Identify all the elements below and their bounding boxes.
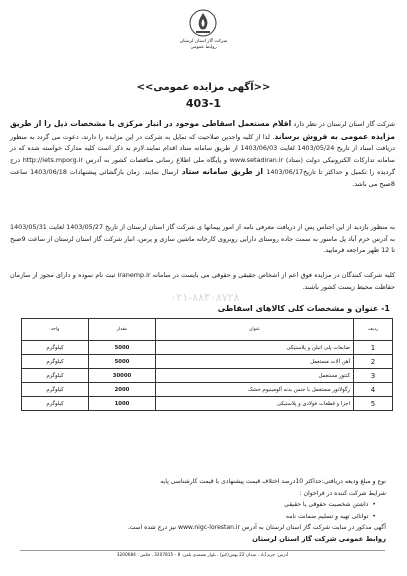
paragraph-requirements: کلیه شرکت کنندگان در مزایده فوق اعم از اشخاص حقیقی و حقوقی می بایست در سامانه iranemp.ir ثبت نام نموده و دارای مجوز از سازمان حفاظت محیط زیست کشور باشند.: [10, 271, 395, 291]
paragraph-intro: [10, 118, 395, 190]
items-table: [21, 318, 393, 411]
cell-unit: کیلوگرم: [22, 369, 89, 383]
cell-qty: 1000: [89, 397, 156, 411]
section-title: 1- عنوان و مشخصات کلی کالاهای اسقاطی: [217, 304, 390, 313]
conditions-heading: شرایط شرکت کننده در فراخوان :: [299, 489, 386, 497]
table-row: [22, 397, 393, 411]
site-note: آگهی مذکور در سایت شرکت گاز استان لرستان به آدرس www.nigc-lorestan.ir نیز درج شده است.: [127, 524, 386, 531]
cell-title: اجزا و قطعات فولادی و پلاستیکی: [156, 397, 354, 411]
cell-row: 3: [354, 369, 393, 383]
org-line-1: شرکت گاز استان لرستان: [179, 39, 228, 44]
table-row: [22, 341, 393, 355]
cell-row: 4: [354, 383, 393, 397]
org-line-2: روابط عمومی: [190, 45, 217, 50]
cell-unit: کیلوگرم: [22, 397, 89, 411]
cell-unit: کیلوگرم: [22, 355, 89, 369]
header-row-number: ردیف: [354, 319, 393, 341]
watermark-phone: ۰۲۱-۸۸۳۰۸۷۲۸: [170, 291, 240, 304]
condition-item: • داشتن شخصیت حقوقی یا حقیقی: [14, 499, 386, 511]
cell-row: 2: [354, 355, 393, 369]
header-quantity: مقدار: [89, 319, 156, 341]
paragraph-visit: به منظور بازدید از این اجناس پس از دریافت معرفی نامه از امور پیمانها ی شرکت گاز استان لرستان از تاریخ 1403/05/27 لغایت 1403/05/31 به آدرس خرم آباد پل ماسور به سمت جاده روستای دارایی روبروی کارخانه ماشین سازی و پرس، انبار شرکت گاز استان لرستان از ساعت 9صبح تا 12 ظهر مراجعه فرمایید.: [10, 223, 395, 254]
intro-bold-1: اقلام مستعمل اسقاطی موجود در انبار مرکزی با مشخصات ذیل را از طریق مزایده عمومی به فروش برساند: [10, 119, 395, 141]
cell-title: رگولاتور مستعمل با جنس بدنه آلومینیوم خشک: [156, 383, 354, 397]
intro-text: شرکت گاز استان لرستان در نظر دارد: [291, 120, 395, 128]
cell-qty: 2000: [89, 383, 156, 397]
signature: روابط عمومی شرکت گاز استان لرستان: [252, 534, 386, 543]
cell-row: 5: [354, 397, 393, 411]
cell-qty: 30000: [89, 369, 156, 383]
deposit-note: نوع و مبلغ ودیعه دریافتی:حداکثر 10درصد اختلاف قیمت پیشنهادی با قیمت کارشناسی پایه: [160, 478, 386, 485]
cell-unit: کیلوگرم: [22, 383, 89, 397]
cell-row: 1: [354, 341, 393, 355]
table-row: [22, 355, 393, 369]
cell-qty: 5000: [89, 355, 156, 369]
cell-unit: کیلوگرم: [22, 341, 89, 355]
table-header-row: [22, 319, 393, 341]
cell-qty: 5000: [89, 341, 156, 355]
notes-section: [14, 476, 386, 545]
intro-text-3: ارسال نمایند. زمان بازگشائی پیشنهادات 1403/06/18 ساعت 8صبح می باشد.: [10, 168, 395, 188]
organization-name: [0, 39, 407, 51]
gas-company-logo: [188, 8, 218, 38]
cell-title: کنتور مستعمل: [156, 369, 354, 383]
condition-item: • توانائی تهیه و تسلیم ضمانت نامه: [14, 511, 386, 523]
intro-bold-2: از طریق سامانه ستاد: [178, 167, 267, 176]
announcement-number: 403-1: [185, 97, 222, 110]
announcement-title: <<آگهی مزایده عمومی>>: [136, 82, 271, 93]
table-row: [22, 369, 393, 383]
header-unit: واحد: [22, 319, 89, 341]
footer-address: آدرس: خرم آباد ، میدان 22 بهمن(کیو) ، بلوار معتمدی تلفن: 8 - 3207815 ، فکس : 3200684: [20, 550, 385, 558]
table-row: [22, 383, 393, 397]
intro-text-2: . لذا از کلیه واجدین صلاحیت که تمایل به شرکت در این مزایده را دارند، دعوت می گردد به منظور دریافت اسناد از تاریخ 1403/05/24 لغایت 1403/06/03 از طریق سامانه ستاد اقدام نمایند.لازم به ذکر است کلیه مدارک خواسته شده که در سامانه تدارکات الکترونیکی دولت (ستاد) www.setadiran.ir و پایگاه ملی اطلاع رسانی مناقصات کشور به آدرس http://iets.mporg.ir درج گردیده را تکمیل و حداکثر تا تاریخ1403/06/17: [10, 132, 396, 176]
header-title: عنوان: [156, 319, 354, 341]
cell-title: ضایعات پلی اتیلن و پلاستیکی: [156, 341, 354, 355]
cell-title: آهن آلات مستعمل: [156, 355, 354, 369]
